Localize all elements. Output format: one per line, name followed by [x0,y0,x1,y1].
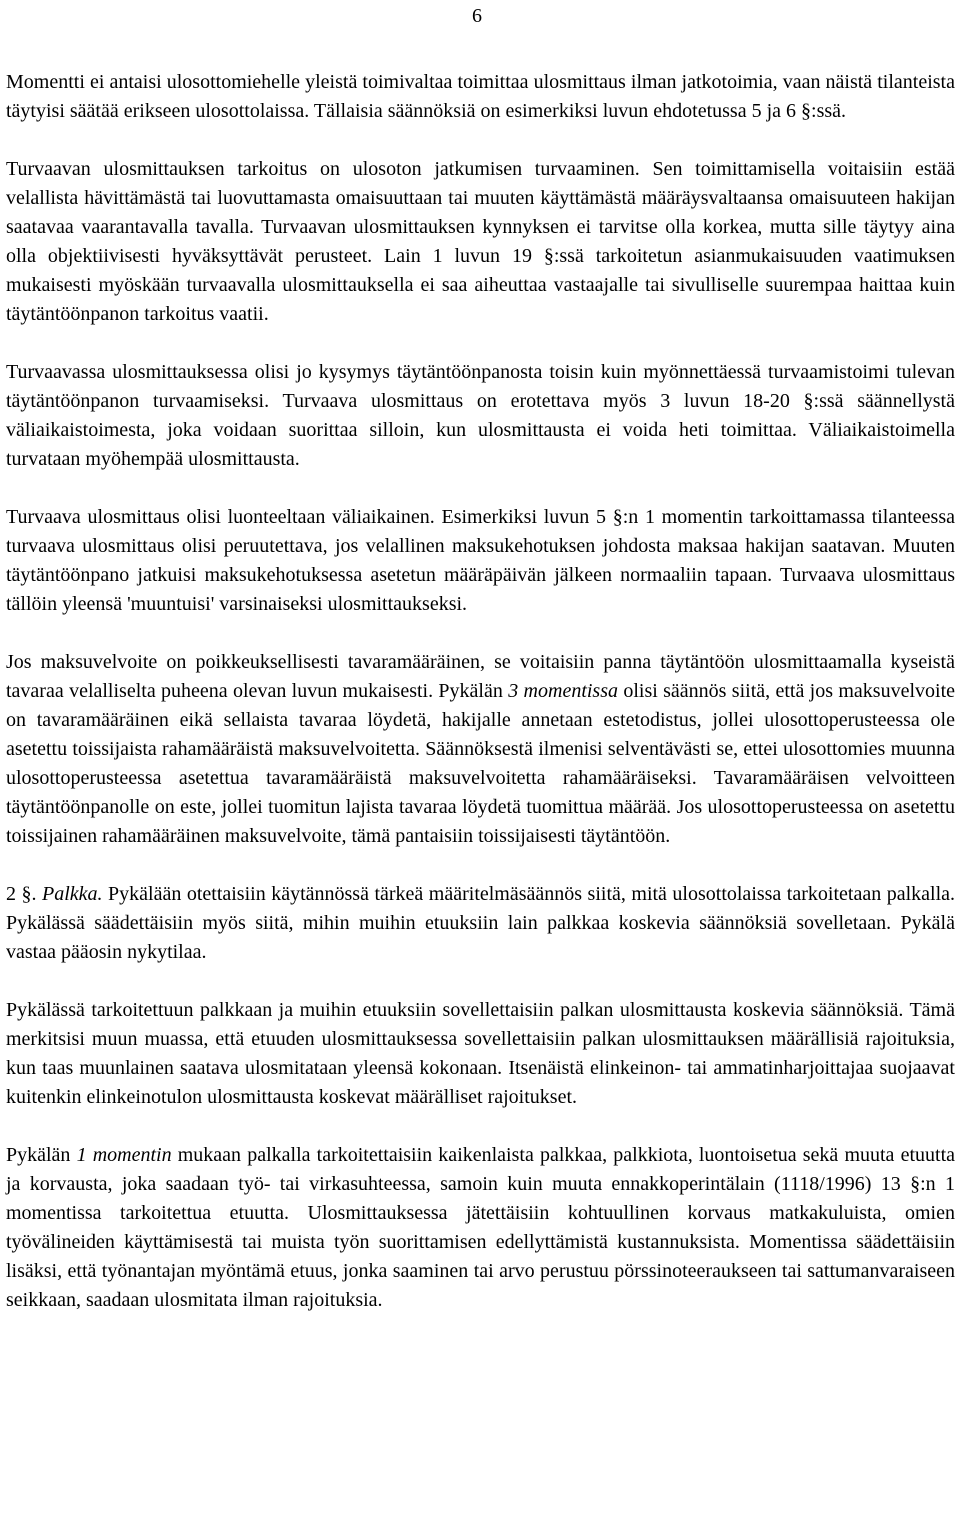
paragraph [6,68,955,126]
paragraph [6,503,955,619]
paragraph-text: Turvaavan ulosmittauksen tarkoitus on ulosoton jatkumisen turvaaminen. Sen toimittamisella voitaisiin estää velallista hävittämästä tai luovuttamasta omaisuuttaan tai muuten käyttämästä määräysvaltaansa omaisuuteen hakijan saatavaa vaarantavalla tavalla. Turvaavan ulosmittauksen kynnyksen ei tarvitse olla korkea, mutta sille täytyy aina olla objektiivisesti hyväksyttävät perusteet. Lain 1 luvun 19 §:ssä tarkoitetun asianmukaisuuden vaatimuksen mukaisesti myöskään turvaavalla ulosmittauksella ei saa aiheuttaa vastaajalle tai sivulliselle suurempaa haittaa kuin täytäntöönpanon tarkoitus vaatii. [6,158,955,325]
paragraph-text-italic: 3 momentissa [508,680,619,702]
paragraph-text: Pykälään otettaisiin käytännössä tärkeä määritelmäsäännös siitä, mitä ulosottolaissa tarkoitetaan palkalla. Pykälässä säädettäisiin myös siitä, mihin muihin etuuksiin lain palkkaa koskevia säännöksiä sovelletaan. Pykälä vastaa pääosin nykytilaa. [6,883,955,963]
document-body [6,68,955,1315]
paragraph [6,1141,955,1315]
section-heading: Palkka. [42,883,103,905]
paragraph [6,358,955,474]
paragraph [6,996,955,1112]
paragraph-text: mukaan palkalla tarkoitettaisiin kaikenlaista palkkaa, palkkiota, luontoisetua sekä muuta etuutta ja korvausta, joka saadaan työ- tai virkasuhteessa, samoin kuin muuta ennakkoperintälain (1118/1996) 13 §:n 1 momentissa tarkoitettua etuutta. Ulosmittauksessa jätettäisiin kohtuullinen korvaus matkakuluista, omien työvälineiden käyttämisestä tai muista työn suorittamisen edellyttämistä kustannuksista. Momentissa säädettäisiin lisäksi, että työnantajan myöntämä etuus, jonka saaminen tai arvo perustuu pörssinoteeraukseen tai sattumanvaraiseen seikkaan, saadaan ulosmitata ilman rajoituksia. [6,1144,955,1311]
paragraph-text: Turvaava ulosmittaus olisi luonteeltaan väliaikainen. Esimerkiksi luvun 5 §:n 1 momentin tarkoittamassa tilanteessa turvaava ulosmittaus olisi peruutettava, jos velallinen maksukehotuksen johdosta maksaa hakijan saatavan. Muuten täytäntöönpano jatkuisi maksukehotuksessa asetetun määräpäivän jälkeen normaaliin tapaan. Turvaava ulosmittaus tällöin yleensä 'muuntuisi' varsinaiseksi ulosmittaukseksi. [6,506,955,615]
paragraph [6,155,955,329]
paragraph-text: Turvaavassa ulosmittauksessa olisi jo kysymys täytäntöönpanosta toisin kuin myönnettäessä turvaamistoimi tulevan täytäntöönpanon turvaamiseksi. Turvaava ulosmittaus on erotettava myös 3 luvun 18-20 §:ssä säännellystä väliaikaistoimesta, joka voidaan suorittaa silloin, kun ulosmittausta ei voida heti toimittaa. Väliaikaistoimella turvataan myöhempää ulosmittausta. [6,361,955,470]
paragraph [6,648,955,851]
page-number: 6 [472,5,482,27]
paragraph-text: olisi säännös siitä, että jos maksuvelvoite on tavaramääräinen eikä sellaista tavaraa löydetä, hakijalle annetaan estetodistus, jollei ulosottoperusteessa ole asetettu toissijaista rahamääräistä maksuvelvoitetta. Säännöksestä ilmenisi selventävästi se, ettei ulosottomies muunna ulosottoperusteessa asetettua tavaramääräistä maksuvelvoitetta rahamääräiseksi. Tavaramääräisen velvoitteen täytäntöönpanolle on este, jollei tuomitun lajista tavaraa löydetä tuomittua määrää. Jos ulosottoperusteessa on asetettu toissijainen rahamääräinen maksuvelvoite, tämä pantaisiin toissijaisesti täytäntöön. [6,680,956,847]
paragraph-text-italic: 1 momentin [76,1144,172,1166]
paragraph-text: Jos maksuvelvoite on poikkeuksellisesti tavaramääräinen, se voitaisiin panna täytäntöön ulosmittaamalla kyseistä tavaraa velalliselta puheena olevan luvun mukaisesti. Pykälän [6,651,955,702]
paragraph-text: Pykälässä tarkoitettuun palkkaan ja muihin etuuksiin sovellettaisiin palkan ulosmittausta koskevia säännöksiä. Tämä merkitsisi muun muassa, että etuuden ulosmittauksessa sovellettaisiin palkan ulosmittauksen määrällisiä rajoituksia, kun taas muunlainen saatava ulosmitataan yleensä kokonaan. Itsenäistä elinkeinon- tai ammatinharjoittajaa suojaavat kuitenkin elinkeinotulon ulosmittausta koskevat määrälliset rajoitukset. [6,999,955,1108]
paragraph-text: Momentti ei antaisi ulosottomiehelle yleistä toimivaltaa toimittaa ulosmittaus ilman jatkotoimia, vaan näistä tilanteista täytyisi säätää erikseen ulosottolaissa. Tällaisia säännöksiä on esimerkiksi luvun ehdotetussa 5 ja 6 §:ssä. [6,71,955,122]
section-number: 2 §. [6,883,42,905]
section-paragraph [6,880,955,967]
paragraph-text: Pykälän [6,1144,77,1166]
